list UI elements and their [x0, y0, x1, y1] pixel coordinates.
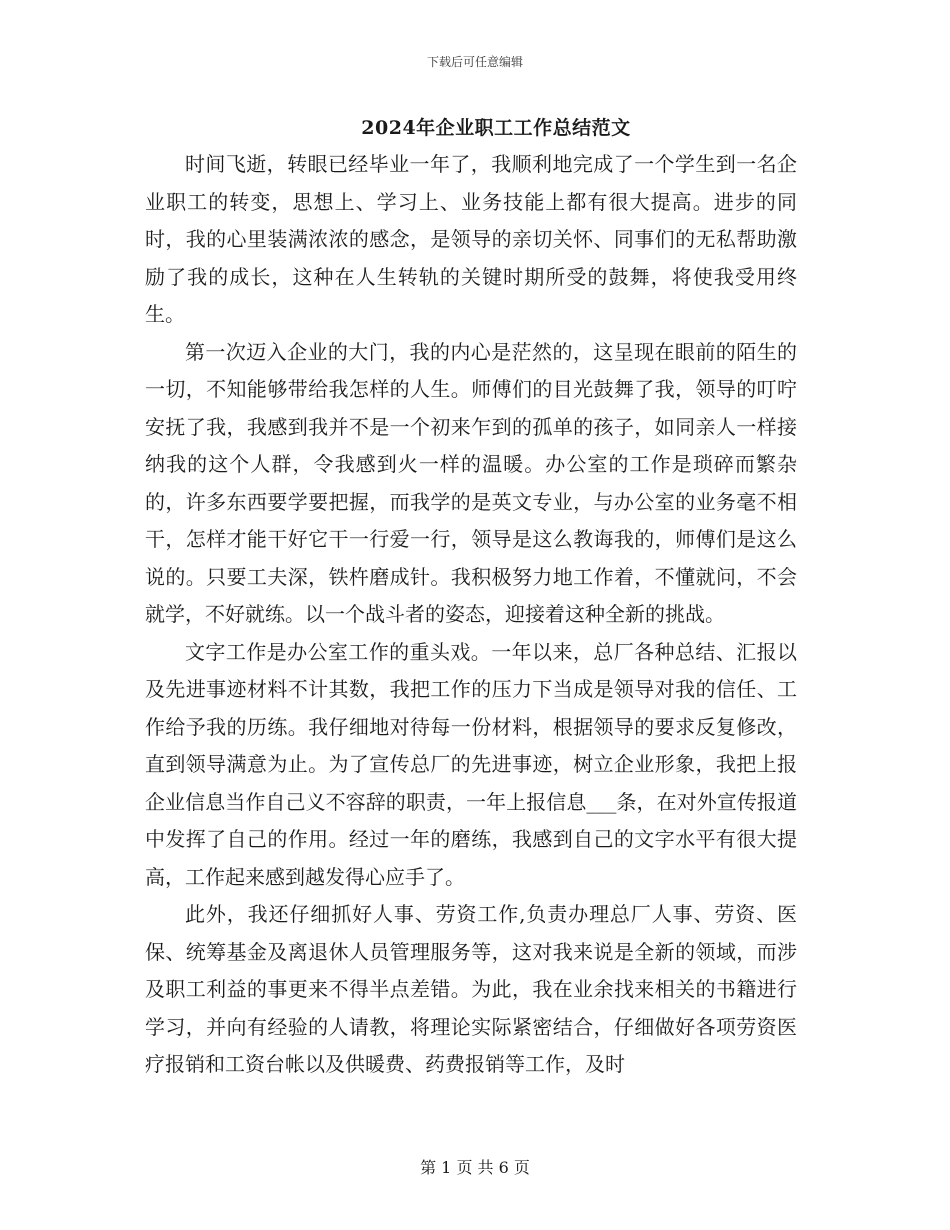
paragraph-3: 文字工作是办公室工作的重头戏。一年以来，总厂各种总结、汇报以及先进事迹材料不计其数，我把工作的压力下当成是领导对我的信任、工作给予我的历练。我仔细地对待每一份材料，根据领导的要求反复修改，直到领导满意为止。为了宣传总厂的先进事迹，树立企业形象，我把上报企业信息当作自己义不容辞的职责，一年上报信息___条，在对外宣传报道中发挥了自己的作用。经过一年的磨练，我感到自己的文字水平有很大提高，工作起来感到越发得心应手了。	[145, 639, 797, 889]
paragraph-2: 第一次迈入企业的大门，我的内心是茫然的，这呈现在眼前的陌生的一切，不知能够带给我怎样的人生。师傅们的目光鼓舞了我，领导的叮咛安抚了我，我感到我并不是一个初来乍到的孤单的孩子，如同亲人一样接纳我的这个人群，令我感到火一样的温暖。办公室的工作是琐碎而繁杂的，许多东西要学要把握，而我学的是英文专业，与办公室的业务毫不相干，怎样才能干好它干一行爱一行，领导是这么教诲我的，师傅们是这么说的。只要工夫深，铁杵磨成针。我积极努力地工作着，不懂就问，不会就学，不好就练。以一个战斗者的姿态，迎接着这种全新的挑战。	[145, 339, 797, 626]
document-body	[145, 146, 797, 1084]
page-number: 第 1 页 共 6 页	[420, 1158, 530, 1177]
paragraph-4: 此外，我还仔细抓好人事、劳资工作,负责办理总厂人事、劳资、医保、统筹基金及离退休人员管理服务等，这对我来说是全新的领域，而涉及职工利益的事更来不得半点差错。为此，我在业余找来相关的书籍进行学习，并向有经验的人请教，将理论实际紧密结合，仔细做好各项劳资医疗报销和工资台帐以及供暖费、药费报销等工作，及时	[145, 902, 797, 1076]
document-title: 2024年企业职工工作总结范文	[361, 117, 631, 139]
page-header-note: 下载后可任意编辑	[426, 55, 523, 69]
paragraph-1: 时间飞逝，转眼已经毕业一年了，我顺利地完成了一个学生到一名企业职工的转变，思想上、学习上、业务技能上都有很大提高。进步的同时，我的心里装满浓浓的感念，是领导的亲切关怀、同事们的无私帮助激励了我的成长，这种在人生转轨的关键时期所受的鼓舞，将使我受用终生。	[145, 152, 797, 326]
